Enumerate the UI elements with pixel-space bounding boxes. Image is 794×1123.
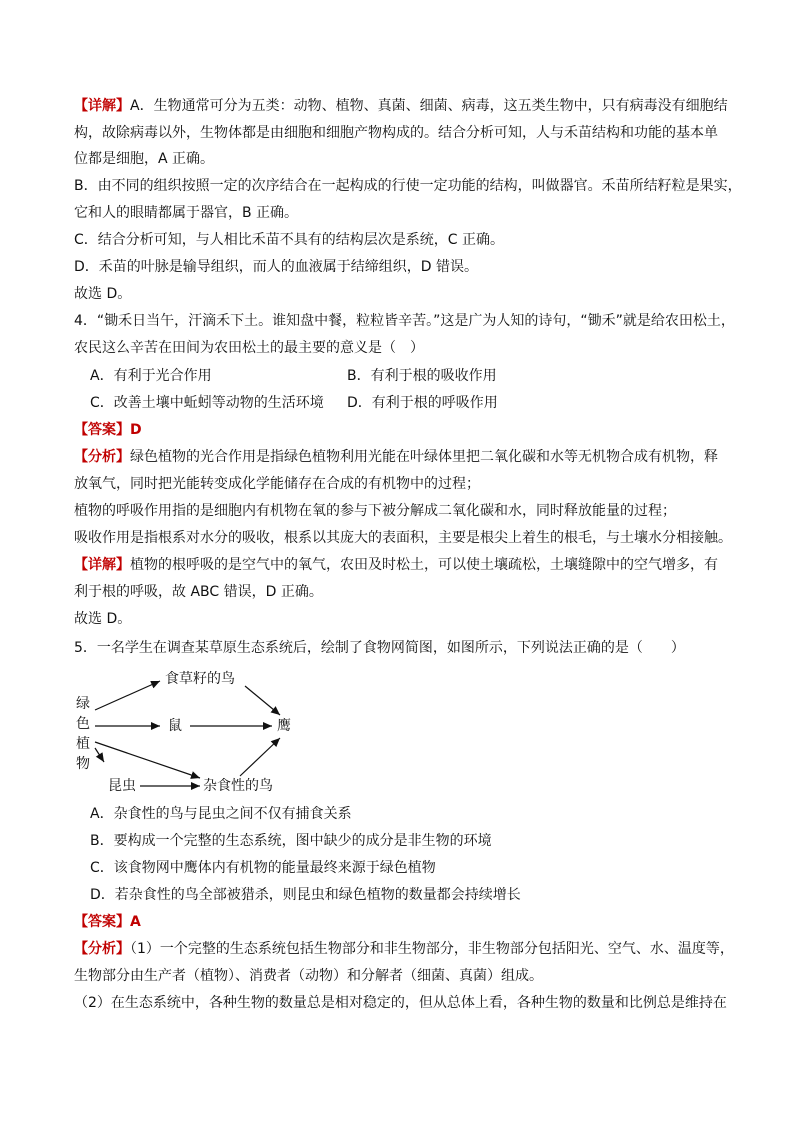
arrow-omnivore-bird-to-eagle [240,738,280,776]
q5-analysis-line-1 [74,940,734,958]
foodweb-producer-char-3: 植 [76,736,90,752]
q5-option-c: C．该食物网中鹰体内有机物的能量最终来源于绿色植物 [90,860,436,876]
q3-detail-line-6: C．结合分析可知，与人相比禾苗不具有的结构层次是系统，C 正确。 [74,232,504,248]
q4-option-b: B．有利于根的吸收作用 [347,368,497,384]
q4-option-d: D．有利于根的呼吸作用 [347,395,498,411]
detail-tag: 【详解】 [74,557,130,573]
foodweb-producer-char-4: 物 [76,756,90,772]
foodweb-insect: 昆虫 [108,778,136,794]
q3-detail-line-3: 位都是细胞，A 正确。 [74,151,215,167]
detail-tag: 【详解】 [74,98,130,114]
text: （1）一个完整的生态系统包括生物部分和非生物部分，非生物部分包括阳光、空气、水、温度等， [130,941,734,957]
q5-analysis-line-2: 生物部分由生产者（植物）、消费者（动物）和分解者（细菌、真菌）组成。 [74,968,543,984]
q5-stem: 5．一名学生在调查某草原生态系统后，绘制了食物网简图，如图所示，下列说法正确的是（ ） [74,640,685,656]
q5-analysis-line-3: （2）在生态系统中，各种生物的数量总是相对稳定的，但从总体上看，各种生物的数量和比例总是维持在 [74,995,727,1011]
q4-detail-line-3: 故选 D。 [74,611,132,627]
q3-detail-line-8: 故选 D。 [74,286,132,302]
q4-stem-line-2: 农民这么辛苦在田间为农田松土的最主要的意义是（ ） [74,340,424,356]
analysis-tag: 【分析】 [74,941,130,957]
foodweb-eagle: 鹰 [277,718,291,734]
text: 植物的根呼吸的是空气中的氧气，农田及时松土，可以使土壤疏松，土壤缝隙中的空气增多，有 [130,557,718,573]
q5-option-a: A．杂食性的鸟与昆虫之间不仅有捕食关系 [90,806,352,822]
q3-detail-line-2: 构，故除病毒以外，生物体都是由细胞和细胞产物构成的。结合分析可知，人与禾苗结构和功能的基本单 [74,125,718,141]
q4-stem-line-1: 4．“锄禾日当午，汗滴禾下土。谁知盘中餐，粒粒皆辛苦。”这是广为人知的诗句，“锄禾”就是给农田松土， [74,313,735,329]
text: A．生物通常可分为五类：动物、植物、真菌、细菌、病毒，这五类生物中，只有病毒没有细胞结 [130,98,728,114]
arrow-plant-to-insect [95,748,104,762]
answer-tag: 【答案】 [74,914,130,930]
text: 绿色植物的光合作用是指绿色植物利用光能在叶绿体里把二氧化碳和水等无机物合成有机物，释 [130,449,718,465]
foodweb-producer-char-1: 绿 [76,696,90,712]
q5-option-b: B．要构成一个完整的生态系统，图中缺少的成分是非生物的环境 [90,833,492,849]
q3-detail-line-7: D．禾苗的叶脉是输导组织，而人的血液属于结缔组织，D 错误。 [74,259,479,275]
foodweb-mouse: 鼠 [168,718,182,734]
foodweb-omnivore-bird: 杂食性的鸟 [203,778,273,794]
answer-value: A [130,914,141,930]
q3-detail-line-4: B．由不同的组织按照一定的次序结合在一起构成的行使一定功能的结构，叫做器官。禾苗所结籽粒是果实， [74,178,742,194]
answer-value: D [130,422,142,438]
answer-tag: 【答案】 [74,422,130,438]
q4-detail-line-2: 利于根的呼吸，故 ABC 错误，D 正确。 [74,584,323,600]
q4-analysis-line-4: 吸收作用是指根系对水分的吸收，根系以其庞大的表面积，主要是根尖上着生的根毛，与土壤水分相接触。 [74,530,732,546]
q3-detail-line-5: 它和人的眼睛都属于器官，B 正确。 [74,205,299,221]
arrow-plant-to-seed-bird [95,681,160,710]
q4-analysis-line-2: 放氧气，同时把光能转变成化学能储存在合成的有机物中的过程； [74,476,480,492]
q4-analysis-line-3: 植物的呼吸作用指的是细胞内有机物在氧的参与下被分解成二氧化碳和水，同时释放能量的过程； [74,503,676,519]
q5-answer [74,913,141,931]
foodweb-seed-bird: 食草籽的鸟 [165,671,235,687]
q4-option-c: C．改善土壤中蚯蚓等动物的生活环境 [90,395,324,411]
arrow-seed-bird-to-eagle [245,686,280,715]
q5-option-d: D．若杂食性的鸟全部被猎杀，则昆虫和绿色植物的数量都会持续增长 [90,887,521,903]
foodweb-producer-char-2: 色 [76,716,90,732]
q4-option-a: A．有利于光合作用 [90,368,212,384]
analysis-tag: 【分析】 [74,449,130,465]
arrow-plant-to-omnivore-bird [95,742,200,778]
